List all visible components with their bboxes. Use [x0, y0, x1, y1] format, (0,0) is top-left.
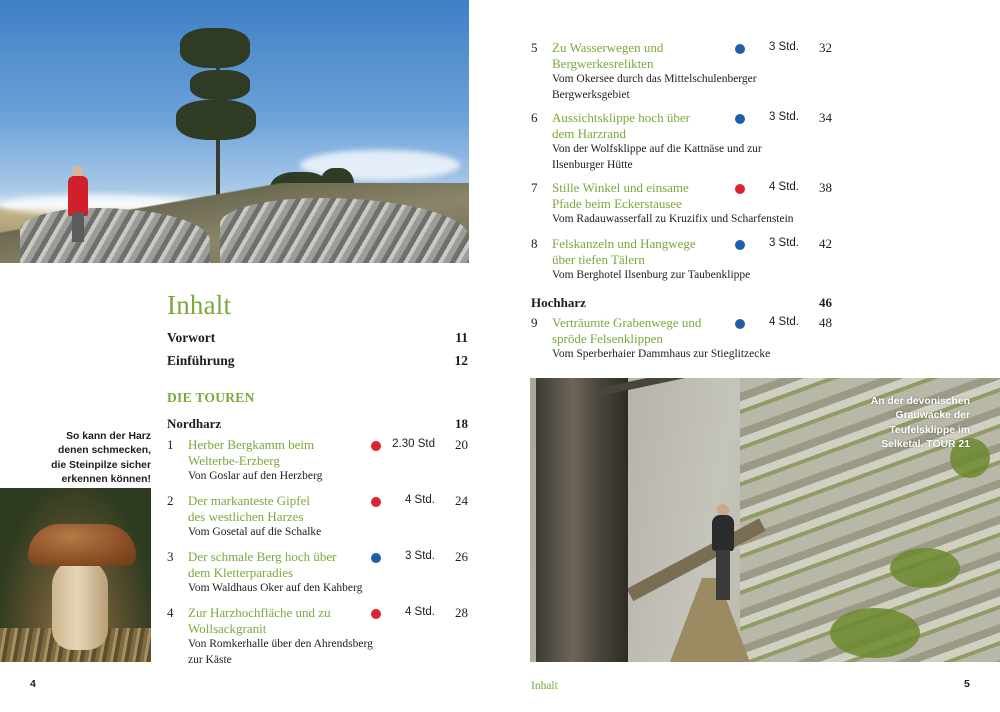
tour-page: 32 [819, 40, 832, 55]
difficulty-dot-blue [735, 240, 745, 250]
tour-duration: 4 Std. [768, 316, 799, 328]
tour-duration: 2.30 Std [392, 438, 435, 450]
difficulty-dot-red [371, 441, 381, 451]
tour-page: 48 [819, 315, 832, 330]
tour-subtitle: Vom Waldhaus Oker auf den Kahberg [188, 582, 363, 594]
tour-subtitle: Vom Berghotel Ilsenburg zur Taubenklippe [552, 269, 751, 281]
tour-duration: 4 Std. [404, 494, 435, 506]
tour-duration: 3 Std. [768, 111, 799, 123]
tour-duration: 3 Std. [768, 237, 799, 249]
tour-page: 20 [455, 437, 468, 452]
tour-duration: 3 Std. [404, 550, 435, 562]
caption-mushroom: So kann der Harz denen schmecken, die Steinpilze sicher erkennen können! [51, 431, 151, 486]
tour-duration: 3 Std. [768, 41, 799, 53]
tour-page: 28 [455, 605, 468, 620]
toc-entry-einfuehrung[interactable]: Einführung 12 [167, 353, 468, 368]
page-number-left: 4 [30, 678, 36, 690]
difficulty-dot-blue [371, 553, 381, 563]
tour-title: Verträumte Grabenwege und spröde Felsenklippen [552, 315, 702, 346]
difficulty-dot-blue [735, 44, 745, 54]
tour-subtitle: Vom Okersee durch das Mittelschulenberger Bergwerksgebiet [552, 73, 757, 101]
tour-subtitle: Von Romkerhalle über den Ahrendsberg zur Käste [188, 638, 373, 666]
difficulty-dot-red [371, 497, 381, 507]
toc-title: Inhalt [167, 290, 232, 320]
tour-page: 26 [455, 549, 468, 564]
tour-title: Der markanteste Gipfel des westlichen Harzes [188, 493, 311, 524]
caption-ridge: Blöcke der paläozoi- schen Quarzite des Ackerkamms bei der Seilerklippe. TOUR 31 [880, 39, 988, 94]
tour-title: Zu Wasserwegen und Bergwerkesrelikten [552, 40, 664, 71]
caption-teufelsklippe: An der devonischen Grauwacke der Teufelsklippe im Selketal. TOUR 21 [870, 396, 970, 451]
page-number-right: 5 [964, 678, 970, 690]
tour-title: Felskanzeln und Hangwege über tiefen Tälern [552, 236, 696, 267]
region-nordharz[interactable]: Nordharz 18 [167, 416, 468, 431]
tour-subtitle: Von der Wolfsklippe auf die Kattnäse und zur Ilsenburger Hütte [552, 143, 762, 171]
tour-title: Der schmale Berg hoch über dem Kletterparadies [188, 549, 337, 580]
toc-entry-vorwort[interactable]: Vorwort 11 [167, 330, 468, 345]
photo-mushroom [0, 488, 151, 662]
tour-title: Aussichtsklippe hoch über dem Harzrand [552, 110, 690, 141]
tour-title: Stille Winkel und einsame Pfade beim Eckerstausee [552, 180, 689, 211]
section-heading-touren: DIE TOUREN [167, 390, 255, 405]
tour-subtitle: Von Goslar auf den Herzberg [188, 470, 323, 482]
difficulty-dot-blue [735, 114, 745, 124]
tour-subtitle: Vom Sperberhaier Dammhaus zur Stieglitzecke [552, 348, 771, 360]
running-head: Inhalt [531, 680, 558, 692]
difficulty-dot-blue [735, 319, 745, 329]
tour-page: 38 [819, 180, 832, 195]
region-hochharz[interactable]: Hochharz 46 [531, 295, 832, 310]
page-gutter [470, 0, 530, 712]
tour-subtitle: Vom Gosetal auf die Schalke [188, 526, 322, 538]
difficulty-dot-red [371, 609, 381, 619]
difficulty-dot-red [735, 184, 745, 194]
tour-title: Zur Harzhochfläche und zu Wollsackgranit [188, 605, 331, 636]
tour-page: 34 [819, 110, 832, 125]
tour-page: 42 [819, 236, 832, 251]
tour-duration: 4 Std. [404, 606, 435, 618]
tour-page: 24 [455, 493, 468, 508]
tour-duration: 4 Std. [768, 181, 799, 193]
tour-subtitle: Vom Radauwasserfall zu Kruzifix und Scharfenstein [552, 213, 794, 225]
tour-title: Herber Bergkamm beim Welterbe-Erzberg [188, 437, 315, 468]
photo-ridge-landscape [0, 0, 469, 263]
